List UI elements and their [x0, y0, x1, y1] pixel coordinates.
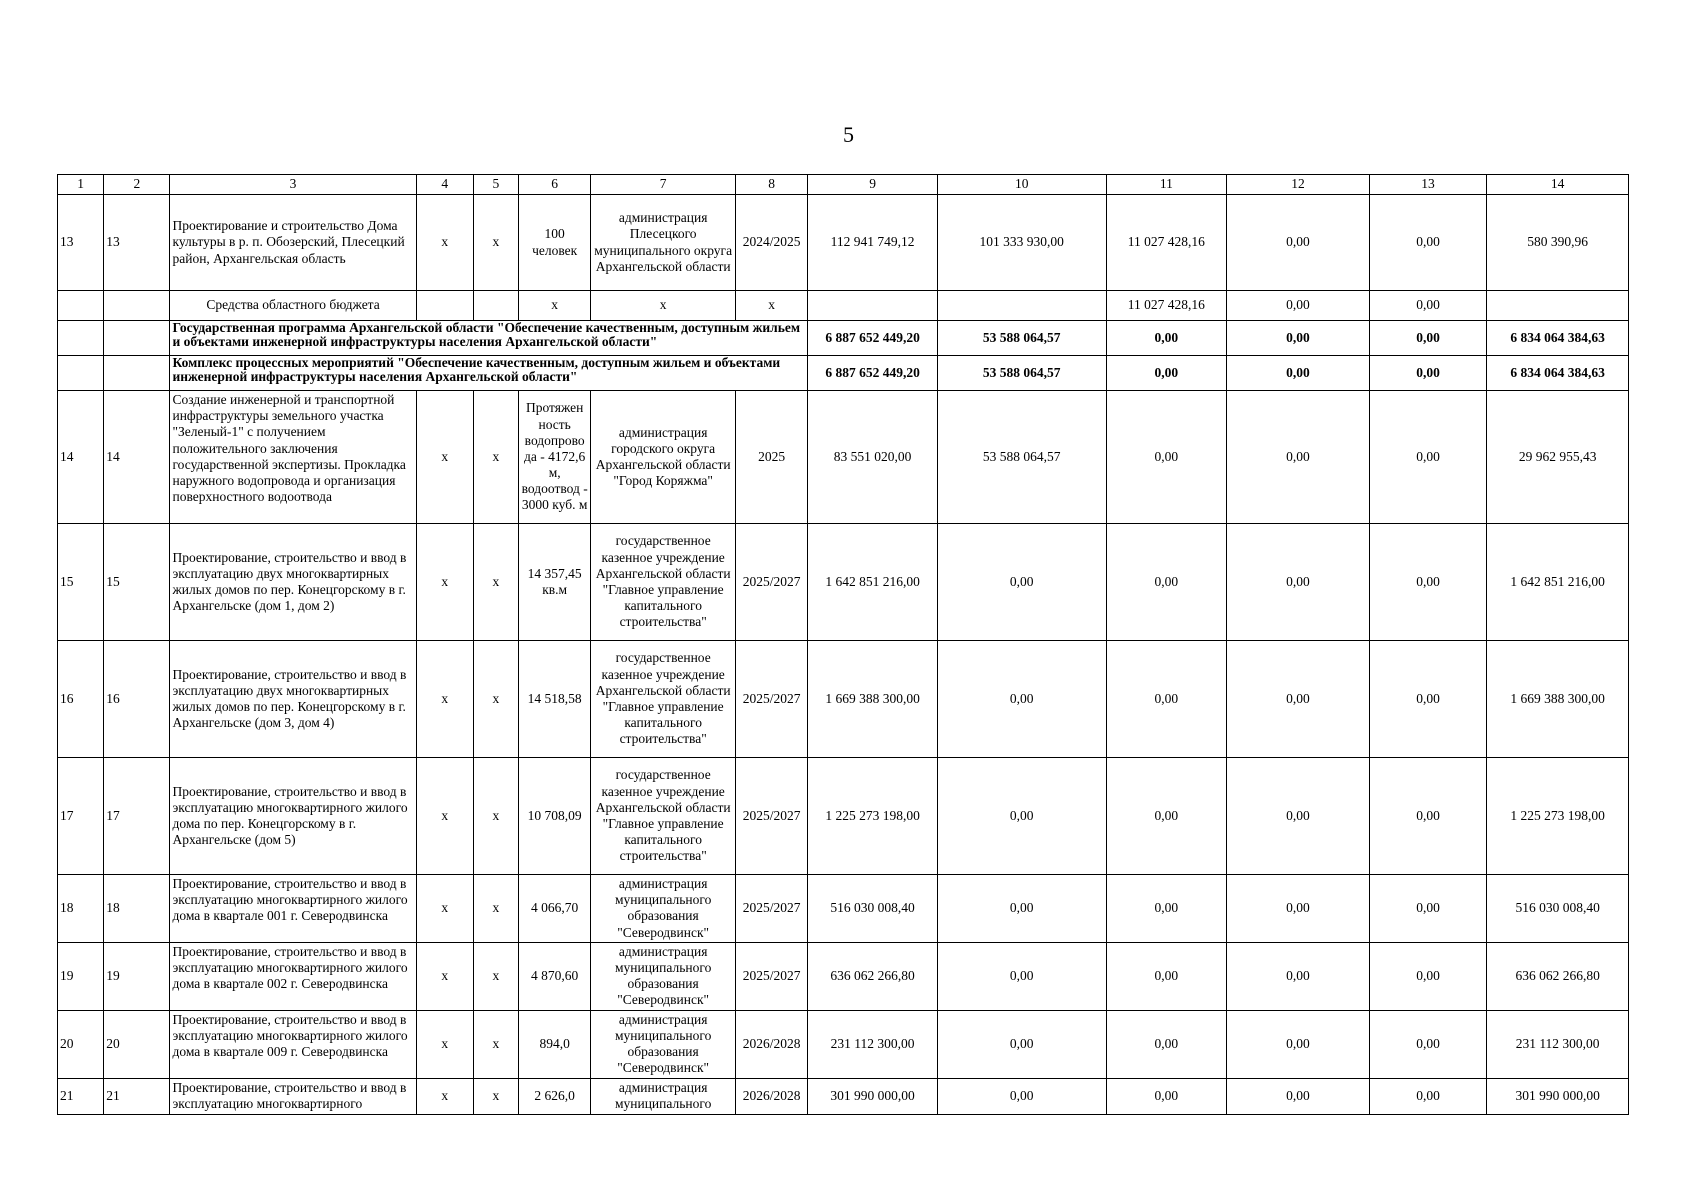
cell: х — [416, 1010, 473, 1078]
table-row — [58, 195, 1629, 291]
table-row — [58, 391, 1629, 524]
capacity: 4 870,60 — [519, 942, 591, 1010]
column-number: 12 — [1227, 175, 1370, 195]
amount: 516 030 008,40 — [1487, 875, 1629, 943]
amount: 0,00 — [937, 1078, 1106, 1114]
row-number: 18 — [58, 875, 104, 943]
amount: 0,00 — [1227, 524, 1370, 641]
cell: х — [473, 1078, 518, 1114]
amount: 0,00 — [1227, 641, 1370, 758]
cell: х — [416, 195, 473, 291]
amount: 1 642 851 216,00 — [808, 524, 938, 641]
amount: 6 834 064 384,63 — [1487, 356, 1629, 391]
cell — [473, 291, 518, 321]
amount: 1 669 388 300,00 — [808, 641, 938, 758]
item-name: Проектирование, строительство и ввод в эксплуатацию многоквартирного — [170, 1078, 416, 1114]
cell — [104, 291, 170, 321]
cell: х — [473, 524, 518, 641]
amount: 0,00 — [1227, 195, 1370, 291]
capacity: Протяжен ность водопрово да - 4172,6 м, водоотвод - 3000 куб. м — [519, 391, 591, 524]
cell: х — [735, 291, 807, 321]
amount: 0,00 — [1369, 321, 1487, 356]
item-number: 21 — [104, 1078, 170, 1114]
row-number: 14 — [58, 391, 104, 524]
amount: 0,00 — [1369, 524, 1487, 641]
cell — [58, 321, 104, 356]
amount: 0,00 — [1369, 291, 1487, 321]
row-number: 17 — [58, 758, 104, 875]
table-row — [58, 875, 1629, 943]
item-name: Создание инженерной и транспортной инфраструктуры земельного участка "Зеленый-1" с получением положительного заключения государственной экспертизы. Прокладка наружного водопровода и организация поверхностного водоотвода — [170, 391, 416, 524]
amount: 231 112 300,00 — [1487, 1010, 1629, 1078]
capacity: 4 066,70 — [519, 875, 591, 943]
amount: 0,00 — [1106, 641, 1227, 758]
amount: 301 990 000,00 — [808, 1078, 938, 1114]
cell — [104, 321, 170, 356]
cell — [58, 291, 104, 321]
item-number: 16 — [104, 641, 170, 758]
amount: 0,00 — [937, 641, 1106, 758]
amount: 112 941 749,12 — [808, 195, 938, 291]
capacity: 894,0 — [519, 1010, 591, 1078]
amount: 83 551 020,00 — [808, 391, 938, 524]
period: 2025 — [735, 391, 807, 524]
row-number: 15 — [58, 524, 104, 641]
column-number: 11 — [1106, 175, 1227, 195]
item-name: Проектирование, строительство и ввод в эксплуатацию многоквартирного жилого дома по пер. Конецгорскому в г. Архангельске (дом 5) — [170, 758, 416, 875]
amount: 0,00 — [1369, 1078, 1487, 1114]
complex-title: Комплекс процессных мероприятий "Обеспечение качественным, доступным жильем и объектами инженерной инфраструктуры населения Архангельской области" — [170, 356, 808, 391]
amount: 0,00 — [1369, 758, 1487, 875]
amount: 0,00 — [1106, 875, 1227, 943]
program-total-row — [58, 321, 1629, 356]
period: 2026/2028 — [735, 1010, 807, 1078]
column-number: 2 — [104, 175, 170, 195]
period: 2025/2027 — [735, 758, 807, 875]
period: 2024/2025 — [735, 195, 807, 291]
cell — [1487, 291, 1629, 321]
amount: 0,00 — [1369, 641, 1487, 758]
table-row — [58, 758, 1629, 875]
amount: 0,00 — [937, 758, 1106, 875]
cell: х — [416, 641, 473, 758]
item-number: 14 — [104, 391, 170, 524]
amount: 0,00 — [937, 942, 1106, 1010]
period: 2025/2027 — [735, 524, 807, 641]
amount: 0,00 — [1106, 356, 1227, 391]
cell: х — [473, 1010, 518, 1078]
amount: 0,00 — [937, 1010, 1106, 1078]
amount: 636 062 266,80 — [1487, 942, 1629, 1010]
cell: х — [416, 942, 473, 1010]
period: 2025/2027 — [735, 641, 807, 758]
cell: х — [416, 524, 473, 641]
program-title: Государственная программа Архангельской области "Обеспечение качественным, доступным жильем и объектами инженерной инфраструктуры населения Архангельской области" — [170, 321, 808, 356]
item-number: 15 — [104, 524, 170, 641]
amount: 0,00 — [1227, 1078, 1370, 1114]
cell: х — [473, 758, 518, 875]
cell: х — [416, 758, 473, 875]
capacity: 10 708,09 — [519, 758, 591, 875]
amount: 0,00 — [1227, 942, 1370, 1010]
column-number: 14 — [1487, 175, 1629, 195]
amount: 6 887 652 449,20 — [808, 356, 938, 391]
table-row — [58, 1078, 1629, 1114]
item-name: Проектирование, строительство и ввод в эксплуатацию многоквартирного жилого дома в квартале 001 г. Северодвинска — [170, 875, 416, 943]
amount: 0,00 — [1227, 321, 1370, 356]
amount: 0,00 — [1227, 291, 1370, 321]
responsible-party: администрация муниципального — [591, 1078, 736, 1114]
responsible-party: администрация городского округа Архангельской области "Город Коряжма" — [591, 391, 736, 524]
amount: 11 027 428,16 — [1106, 291, 1227, 321]
amount: 1 642 851 216,00 — [1487, 524, 1629, 641]
amount: 516 030 008,40 — [808, 875, 938, 943]
item-number: 18 — [104, 875, 170, 943]
period: 2026/2028 — [735, 1078, 807, 1114]
cell: х — [473, 195, 518, 291]
page-number: 5 — [843, 122, 854, 147]
amount: 29 962 955,43 — [1487, 391, 1629, 524]
amount: 0,00 — [1106, 758, 1227, 875]
amount: 0,00 — [937, 875, 1106, 943]
capacity: 14 357,45 кв.м — [519, 524, 591, 641]
table-row — [58, 942, 1629, 1010]
cell: х — [473, 942, 518, 1010]
row-number: 19 — [58, 942, 104, 1010]
amount: 0,00 — [1106, 1010, 1227, 1078]
amount: 0,00 — [1106, 321, 1227, 356]
amount: 231 112 300,00 — [808, 1010, 938, 1078]
amount: 11 027 428,16 — [1106, 195, 1227, 291]
amount: 0,00 — [1106, 391, 1227, 524]
amount: 0,00 — [1227, 356, 1370, 391]
table-row — [58, 524, 1629, 641]
item-number: 19 — [104, 942, 170, 1010]
amount: 53 588 064,57 — [937, 391, 1106, 524]
table-row — [58, 291, 1629, 321]
amount: 0,00 — [1227, 391, 1370, 524]
capacity: 2 626,0 — [519, 1078, 591, 1114]
responsible-party: государственное казенное учреждение Архангельской области "Главное управление капитального строительства" — [591, 524, 736, 641]
item-number: 13 — [104, 195, 170, 291]
cell: х — [473, 391, 518, 524]
cell: х — [591, 291, 736, 321]
column-number: 10 — [937, 175, 1106, 195]
item-name: Проектирование и строительство Дома культуры в р. п. Обозерский, Плесецкий район, Архангельская область — [170, 195, 416, 291]
responsible-party: администрация муниципального образования "Северодвинск" — [591, 942, 736, 1010]
row-number: 13 — [58, 195, 104, 291]
responsible-party: администрация Плесецкого муниципального округа Архангельской области — [591, 195, 736, 291]
capacity: 100 человек — [519, 195, 591, 291]
amount: 636 062 266,80 — [808, 942, 938, 1010]
cell: х — [473, 875, 518, 943]
amount: 0,00 — [1106, 942, 1227, 1010]
cell — [808, 291, 938, 321]
amount: 0,00 — [937, 524, 1106, 641]
table-row — [58, 1010, 1629, 1078]
cell — [58, 356, 104, 391]
column-number: 8 — [735, 175, 807, 195]
amount: 101 333 930,00 — [937, 195, 1106, 291]
item-name: Проектирование, строительство и ввод в эксплуатацию двух многоквартирных жилых домов по пер. Конецгорскому в г. Архангельске (дом 1, дом 2) — [170, 524, 416, 641]
column-number: 9 — [808, 175, 938, 195]
amount: 0,00 — [1227, 875, 1370, 943]
amount: 0,00 — [1369, 942, 1487, 1010]
cell: х — [416, 1078, 473, 1114]
amount: 53 588 064,57 — [937, 356, 1106, 391]
amount: 6 834 064 384,63 — [1487, 321, 1629, 356]
amount: 0,00 — [1227, 758, 1370, 875]
responsible-party: администрация муниципального образования "Северодвинск" — [591, 875, 736, 943]
amount: 0,00 — [1369, 195, 1487, 291]
amount: 1 669 388 300,00 — [1487, 641, 1629, 758]
responsible-party: государственное казенное учреждение Архангельской области "Главное управление капитального строительства" — [591, 641, 736, 758]
item-number: 17 — [104, 758, 170, 875]
table-row — [58, 641, 1629, 758]
amount: 580 390,96 — [1487, 195, 1629, 291]
amount: 0,00 — [1106, 1078, 1227, 1114]
cell — [416, 291, 473, 321]
amount: 0,00 — [1106, 524, 1227, 641]
column-number: 1 — [58, 175, 104, 195]
cell: х — [519, 291, 591, 321]
column-number: 4 — [416, 175, 473, 195]
column-number: 3 — [170, 175, 416, 195]
funding-source: Средства областного бюджета — [170, 291, 416, 321]
column-number: 5 — [473, 175, 518, 195]
complex-total-row — [58, 356, 1629, 391]
item-name: Проектирование, строительство и ввод в эксплуатацию многоквартирного жилого дома в квартале 009 г. Северодвинска — [170, 1010, 416, 1078]
amount: 0,00 — [1369, 356, 1487, 391]
row-number: 21 — [58, 1078, 104, 1114]
amount: 0,00 — [1227, 1010, 1370, 1078]
amount: 0,00 — [1369, 1010, 1487, 1078]
item-name: Проектирование, строительство и ввод в эксплуатацию двух многоквартирных жилых домов по пер. Конецгорскому в г. Архангельске (дом 3, дом 4) — [170, 641, 416, 758]
row-number: 16 — [58, 641, 104, 758]
amount: 0,00 — [1369, 391, 1487, 524]
amount: 6 887 652 449,20 — [808, 321, 938, 356]
item-name: Проектирование, строительство и ввод в эксплуатацию многоквартирного жилого дома в квартале 002 г. Северодвинска — [170, 942, 416, 1010]
program-table — [57, 174, 1629, 1115]
column-number: 13 — [1369, 175, 1487, 195]
period: 2025/2027 — [735, 875, 807, 943]
amount: 1 225 273 198,00 — [808, 758, 938, 875]
column-number: 7 — [591, 175, 736, 195]
amount: 53 588 064,57 — [937, 321, 1106, 356]
amount: 0,00 — [1369, 875, 1487, 943]
column-number-row — [58, 175, 1629, 195]
cell: х — [416, 875, 473, 943]
cell: х — [473, 641, 518, 758]
responsible-party: государственное казенное учреждение Архангельской области "Главное управление капитального строительства" — [591, 758, 736, 875]
cell — [937, 291, 1106, 321]
responsible-party: администрация муниципального образования "Северодвинск" — [591, 1010, 736, 1078]
row-number: 20 — [58, 1010, 104, 1078]
column-number: 6 — [519, 175, 591, 195]
amount: 1 225 273 198,00 — [1487, 758, 1629, 875]
cell: х — [416, 391, 473, 524]
item-number: 20 — [104, 1010, 170, 1078]
amount: 301 990 000,00 — [1487, 1078, 1629, 1114]
cell — [104, 356, 170, 391]
capacity: 14 518,58 — [519, 641, 591, 758]
period: 2025/2027 — [735, 942, 807, 1010]
